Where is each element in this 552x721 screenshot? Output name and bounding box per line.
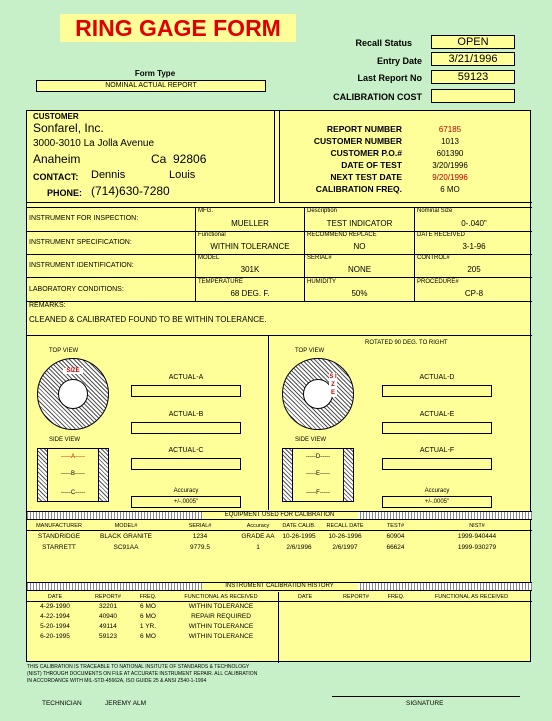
trace-line: (NIST) THROUGH DOCUMENTS ON FILE AT ACCURATE INSTRUMENT REPAIR. ALL CALIBRATION <box>27 671 258 677</box>
procedure-label: PROCEDURE# <box>417 279 459 285</box>
accuracy-label-left: Accuracy <box>173 488 199 494</box>
table-cell: 59123 <box>98 633 118 640</box>
history-header: FREQ. <box>387 594 405 600</box>
mfg-value: MUELLER <box>231 219 269 228</box>
trace-line: IN ACCORDANCE WITH MIL-STD-45662A, ISO GUIDE 25 & ANSI Z540-1-1994 <box>27 678 207 684</box>
equipment-header: SERIAL# <box>188 523 212 529</box>
date-received-value: 3-1-96 <box>462 242 486 251</box>
customer-address: 3000-3010 La Jolla Avenue <box>33 138 155 149</box>
equipment-header: MANUFACTURER <box>36 523 82 529</box>
history-header: REPORT# <box>343 594 369 600</box>
equipment-header: DATE CALIB. <box>282 523 316 529</box>
last-report-field[interactable]: 59123 <box>431 70 515 84</box>
top-view-label-right: TOP VIEW <box>295 348 325 354</box>
customer-number-value: 1013 <box>441 137 459 146</box>
table-cell: 1999-930279 <box>457 544 497 551</box>
recommend-replace-label: RECOMMEND REPLACE <box>307 232 377 238</box>
history-header: DATE <box>297 594 313 600</box>
table-row <box>27 602 532 612</box>
recall-status-label: Recall Status <box>355 38 412 48</box>
table-cell: 1 <box>256 544 260 551</box>
procedure-value: CP-8 <box>464 289 484 298</box>
humidity-value: 50% <box>351 289 368 298</box>
customer-name: Sonfarel, Inc. <box>33 121 104 135</box>
equipment-header: Accuracy <box>246 523 270 529</box>
form-type-label: Form Type <box>134 69 176 78</box>
table-cell: 4-22-1994 <box>40 613 70 620</box>
equipment-header: MODEL# <box>114 523 138 529</box>
divider <box>27 335 532 336</box>
side-wall <box>283 449 293 501</box>
history-header: REPORT# <box>95 594 121 600</box>
table-cell: 66624 <box>386 544 405 551</box>
table-cell: STANDRIDGE <box>37 533 81 540</box>
functional-label: Functional <box>198 232 226 238</box>
equipment-title: EQUIPMENT USED FOR CALIBRATION <box>202 512 358 519</box>
history-header: FUNCTIONAL AS RECEIVED <box>434 594 509 600</box>
table-cell: 6 MO <box>140 633 156 640</box>
contact-label: CONTACT: <box>33 172 79 182</box>
table-cell: STARRETT <box>42 544 76 551</box>
equipment-header-row <box>27 521 532 531</box>
actual-d-field[interactable] <box>382 385 492 397</box>
actual-c-field[interactable] <box>131 458 241 470</box>
table-cell: 32201 <box>98 603 118 610</box>
equipment-header: NIST# <box>469 523 485 529</box>
next-test-date-value: 9/20/1996 <box>432 173 468 182</box>
table-cell: 60904 <box>386 533 405 540</box>
side-wall <box>98 449 108 501</box>
table-row <box>27 632 532 642</box>
history-header: FREQ. <box>139 594 157 600</box>
ring-bore <box>58 379 88 409</box>
description-label: Description <box>307 208 338 214</box>
customer-state-zip: Ca 92806 <box>151 152 207 166</box>
customer-box <box>27 111 275 203</box>
date-of-test-value: 3/20/1996 <box>432 161 468 170</box>
divider <box>268 335 269 510</box>
form-type-field[interactable]: NOMINAL ACTUAL REPORT <box>36 80 266 92</box>
next-test-date-label: NEXT TEST DATE <box>330 172 402 182</box>
table-cell: REPAIR REQUIRED <box>191 613 251 620</box>
table-cell: 49114 <box>99 623 117 630</box>
functional-value: WITHIN TOLERANCE <box>210 242 290 251</box>
table-cell: 9779.5 <box>190 544 210 551</box>
report-info-box <box>279 111 532 203</box>
divider <box>27 277 532 278</box>
remarks-label: REMARKS: <box>29 302 66 309</box>
divider <box>27 301 532 302</box>
date-of-test-label: DATE OF TEST <box>341 160 402 170</box>
control-value: 205 <box>467 265 481 274</box>
customer-po-value: 601390 <box>436 149 464 158</box>
equipment-header: TEST# <box>386 523 405 529</box>
date-received-label: DATE RECEIVED <box>417 232 465 238</box>
ring-side-view-left <box>37 448 109 502</box>
calibration-cost-label: CALIBRATION COST <box>333 92 422 102</box>
table-cell: WITHIN TOLERANCE <box>188 603 254 610</box>
accuracy-field-left[interactable]: +/-.0005" <box>131 496 241 508</box>
accuracy-label-right: Accuracy <box>424 488 450 494</box>
model-label: MODEL <box>198 255 220 261</box>
equipment-header: RECALL DATE <box>326 523 364 529</box>
divider <box>27 207 532 208</box>
entry-date-label: Entry Date <box>376 56 422 66</box>
equipment-section-bar <box>27 511 532 520</box>
table-cell: 6-20-1995 <box>40 633 70 640</box>
table-cell: 6 MO <box>140 603 156 610</box>
side-label-e: -----E----- <box>306 471 330 477</box>
actual-d-label: ACTUAL-D <box>419 374 455 381</box>
divider <box>278 592 279 663</box>
table-row <box>27 612 532 622</box>
table-cell: 10-26-1995 <box>282 533 316 540</box>
mfg-label: MFG. <box>198 208 213 214</box>
model-value: 301K <box>240 265 260 274</box>
actual-f-label: ACTUAL-F <box>419 447 455 454</box>
report-number-label: REPORT NUMBER <box>326 124 402 134</box>
table-cell: BLACK GRANITE <box>99 533 152 540</box>
instrument-ident-label: INSTRUMENT IDENTIFICATION: <box>29 262 134 269</box>
serial-value: NONE <box>347 265 372 274</box>
actual-a-field[interactable] <box>131 385 241 397</box>
table-cell: 40940 <box>98 613 118 620</box>
table-cell: 2/6/1997 <box>332 544 358 551</box>
side-label-f: -----F----- <box>306 490 330 496</box>
divider <box>414 207 415 301</box>
table-cell: SC91AA <box>113 544 139 551</box>
size-label-right: S I Z E <box>329 374 337 396</box>
signature-line[interactable] <box>332 696 520 697</box>
table-cell: 1999-940444 <box>457 533 497 540</box>
divider <box>27 254 532 255</box>
table-cell: 6 MO <box>140 613 156 620</box>
temperature-label: TEMPERATURE <box>198 279 243 285</box>
actual-e-field[interactable] <box>382 422 492 434</box>
divider <box>304 207 305 301</box>
table-cell: 1 YR. <box>139 623 157 630</box>
table-row <box>27 542 532 553</box>
report-number-value: 67185 <box>438 125 462 134</box>
ring-top-view-left <box>37 358 109 430</box>
temperature-value: 68 DEG. F. <box>230 289 270 298</box>
form-panel <box>26 110 531 662</box>
side-wall <box>38 449 48 501</box>
history-header: FUNCTIONAL AS RECEIVED <box>184 594 258 600</box>
table-cell: WITHIN TOLERANCE <box>188 623 254 630</box>
recall-status-field[interactable]: OPEN <box>431 35 515 49</box>
control-label: CONTROL# <box>417 255 450 261</box>
calibration-cost-field[interactable] <box>431 89 515 103</box>
customer-po-label: CUSTOMER P.O.# <box>330 148 402 158</box>
instrument-inspection-label: INSTRUMENT FOR INSPECTION: <box>29 215 139 222</box>
table-cell: 1234 <box>192 533 208 540</box>
top-view-label-left: TOP VIEW <box>49 348 79 354</box>
calibration-freq-label: CALIBRATION FREQ. <box>315 184 402 194</box>
customer-city: Anaheim <box>33 152 81 166</box>
actual-f-field[interactable] <box>382 458 492 470</box>
history-table <box>27 592 532 663</box>
lab-conditions-label: LABORATORY CONDITIONS: <box>29 286 124 293</box>
rotated-label: ROTATED 90 DEG. TO RIGHT <box>365 340 448 346</box>
customer-heading: CUSTOMER <box>33 112 79 121</box>
history-section-bar <box>27 582 532 591</box>
actual-e-label: ACTUAL-E <box>419 411 455 418</box>
equipment-table <box>27 521 532 553</box>
table-cell: WITHIN TOLERANCE <box>188 633 254 640</box>
table-cell: 4-29-1990 <box>40 603 70 610</box>
ring-top-view-right <box>282 358 354 430</box>
traceability-statement <box>27 664 257 685</box>
accuracy-field-right[interactable]: +/-.0005" <box>382 496 492 508</box>
entry-date-field[interactable]: 3/21/1996 <box>431 52 515 66</box>
technician-label: TECHNICIAN <box>42 700 82 707</box>
recommend-replace-value: NO <box>353 242 366 251</box>
nominal-size-value: 0-.040" <box>461 219 487 228</box>
last-report-label: Last Report No <box>357 73 422 83</box>
report-values <box>410 124 490 196</box>
phone-value: (714)630-7280 <box>91 184 170 198</box>
contact-first-name: Dennis <box>91 169 126 181</box>
actual-b-label: ACTUAL-B <box>168 411 204 418</box>
side-label-d: -----D----- <box>305 454 331 460</box>
table-cell: 5-20-1994 <box>40 623 70 630</box>
form-title: RING GAGE FORM <box>60 14 296 42</box>
remarks-text[interactable]: CLEANED & CALIBRATED FOUND TO BE WITHIN TOLERANCE. <box>29 315 267 324</box>
signature-label: SIGNATURE <box>406 700 444 707</box>
actual-c-label: ACTUAL-C <box>168 447 204 454</box>
report-labels <box>282 123 402 195</box>
trace-line: THIS CALIBRATION IS TRACEABLE TO NATIONAL INSITUTE OF STANDARDS & TECHNOLOGY <box>27 664 250 670</box>
technician-name: JEREMY ALM <box>105 700 147 707</box>
side-label-a: -----A----- <box>61 454 85 460</box>
table-row <box>27 622 532 632</box>
calibration-freq-value: 6 MO <box>440 185 460 194</box>
side-view-label-right: SIDE VIEW <box>295 437 327 443</box>
size-label-left: SIZE <box>63 368 83 374</box>
table-cell: 2/6/1996 <box>286 544 312 551</box>
actual-a-label: ACTUAL-A <box>168 374 204 381</box>
table-cell: GRADE AA <box>241 533 275 540</box>
description-value: TEST INDICATOR <box>326 219 393 228</box>
customer-number-label: CUSTOMER NUMBER <box>313 136 402 146</box>
side-label-c: -----C----- <box>60 490 86 496</box>
side-wall <box>343 449 353 501</box>
humidity-label: HUMIDITY <box>307 279 336 285</box>
side-label-b: -----B----- <box>61 471 85 477</box>
serial-label: SERIAL# <box>307 255 332 261</box>
actual-b-field[interactable] <box>131 422 241 434</box>
contact-last-name: Louis <box>169 169 196 181</box>
instrument-spec-label: INSTRUMENT SPECIFICATION: <box>29 239 132 246</box>
phone-label: PHONE: <box>47 188 83 198</box>
ring-side-view-right <box>282 448 354 502</box>
history-header-row <box>27 592 532 602</box>
divider <box>195 207 196 301</box>
history-title: INSTRUMENT CALIBRATION HISTORY <box>202 583 358 590</box>
history-header: DATE <box>47 594 63 600</box>
side-view-label-left: SIDE VIEW <box>49 437 81 443</box>
nominal-size-label: Nominal Size <box>417 208 453 214</box>
table-row <box>27 531 532 542</box>
table-cell: 10-26-1996 <box>328 533 362 540</box>
